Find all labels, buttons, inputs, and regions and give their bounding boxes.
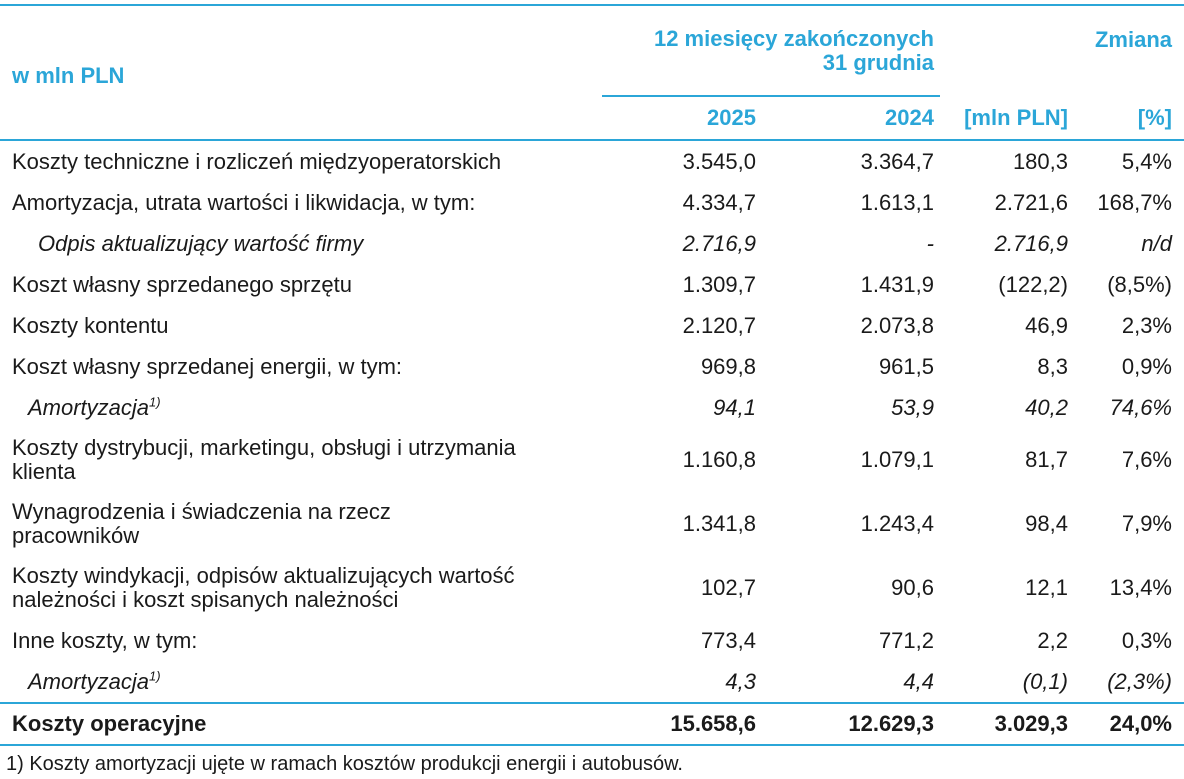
row-label-line1: Koszty dystrybucji, marketingu, obsługi i utrzymania: [12, 435, 516, 460]
header-row-1: [0, 6, 1184, 96]
col-header-2025: 2025: [707, 105, 756, 130]
cell-2024: 2.073,8: [860, 312, 934, 338]
cell-2025: 969,8: [700, 353, 756, 379]
footnote-marker: 1): [149, 394, 161, 410]
row-label-line1: Koszty windykacji, odpisów aktualizujących wartość: [12, 563, 515, 588]
row-label-text: Amortyzacja: [28, 668, 150, 694]
cell-change-mln: 98,4: [1025, 511, 1068, 536]
cell-2025: 94,1: [713, 394, 756, 420]
cell-2025: 2.120,7: [682, 312, 756, 338]
period-header: [602, 6, 940, 96]
row-label: Koszty kontentu: [12, 312, 169, 338]
cell-change-pct: (2,3%): [1107, 668, 1172, 694]
cell-change-mln: 46,9: [1025, 312, 1068, 338]
row-label-line2: klienta: [12, 459, 76, 484]
cell-2024: 1.431,9: [860, 271, 934, 297]
cell-2024: 4,4: [903, 668, 934, 694]
table-row: [0, 305, 1184, 346]
cell-change-mln: 2,2: [1037, 627, 1068, 653]
col-header-pct: [%]: [1137, 104, 1172, 130]
cell-change-pct: 7,6%: [1121, 447, 1172, 472]
footnote: 1) Koszty amortyzacji ujęte w ramach kosztów produkcji energii i autobusów.: [6, 753, 683, 775]
table-row-sub: [0, 387, 1184, 428]
table-row: [0, 556, 1184, 620]
row-label-text: Amortyzacja: [28, 394, 150, 420]
cell-change-pct: 0,3%: [1121, 627, 1172, 653]
cell-change-mln: 40,2: [1025, 394, 1068, 420]
cell-2025: 1.341,8: [682, 511, 756, 536]
period-header-line2: 31 grudnia: [822, 49, 934, 75]
table-row: [0, 492, 1184, 556]
row-label: [0, 492, 602, 556]
cell-2025: 3.545,0: [682, 148, 756, 174]
cell-change-mln: 81,7: [1025, 447, 1068, 472]
table-row: [0, 182, 1184, 223]
cell-change-mln: (122,2): [998, 271, 1068, 297]
cell-2025: 1.160,8: [682, 447, 756, 472]
table-row: [0, 264, 1184, 305]
row-label: Koszty techniczne i rozliczeń międzyoperatorskich: [12, 148, 502, 174]
total-row: [0, 703, 1184, 745]
cell-change-mln: 12,1: [1025, 575, 1068, 600]
cell-change-pct: 5,4%: [1121, 148, 1172, 174]
cell-change-mln: 8,3: [1037, 353, 1068, 379]
row-label: Amortyzacja, utrata wartości i likwidacja, w tym:: [12, 189, 476, 215]
cell-2024: 961,5: [878, 353, 934, 379]
cell-2024: 1.243,4: [860, 511, 934, 536]
cell-change-pct: (8,5%): [1107, 271, 1172, 297]
cell-2025: 773,4: [700, 627, 756, 653]
change-header: Zmiana: [1094, 27, 1172, 52]
cell-change-pct: 74,6%: [1109, 394, 1172, 420]
cell-change-mln: (0,1): [1022, 668, 1068, 694]
row-label-line2: pracowników: [12, 523, 140, 548]
total-change-pct: 24,0%: [1109, 711, 1172, 736]
row-label-line2: należności i koszt spisanych należności: [12, 587, 399, 612]
cell-2025: 2.716,9: [682, 230, 756, 256]
total-label: Koszty operacyjne: [12, 711, 207, 736]
cell-change-pct: 168,7%: [1097, 189, 1172, 215]
cell-change-mln: 2.721,6: [994, 189, 1068, 215]
table-row-sub: [0, 661, 1184, 703]
cell-change-pct: 0,9%: [1121, 353, 1172, 379]
row-label: [0, 661, 602, 703]
cell-2024: -: [926, 230, 934, 256]
cell-2025: 102,7: [700, 575, 756, 600]
row-label: [0, 556, 602, 620]
row-label: Koszt własny sprzedanego sprzętu: [12, 271, 352, 297]
cell-2024: 1.079,1: [860, 447, 934, 472]
footnote-marker: 1): [149, 668, 161, 684]
cell-2025: 4,3: [725, 668, 756, 694]
row-label: Inne koszty, w tym:: [12, 627, 198, 653]
cell-change-pct: n/d: [1141, 230, 1172, 256]
cell-change-pct: 7,9%: [1121, 511, 1172, 536]
table-row: [0, 428, 1184, 492]
table-row: [0, 620, 1184, 661]
cell-change-pct: 2,3%: [1121, 312, 1172, 338]
total-change-mln: 3.029,3: [994, 711, 1068, 736]
cell-change-mln: 2.716,9: [994, 230, 1068, 256]
cell-2024: 3.364,7: [860, 148, 934, 174]
cell-2024: 90,6: [891, 575, 934, 600]
unit-header: w mln PLN: [12, 62, 125, 88]
col-header-2024: 2024: [885, 105, 934, 130]
table-row: [0, 346, 1184, 387]
period-header-line1: 12 miesięcy zakończonych: [653, 25, 934, 51]
table-row-sub: [0, 223, 1184, 264]
row-label: [0, 387, 602, 428]
operating-costs-table: [0, 6, 1184, 746]
table-row: [0, 140, 1184, 182]
cell-2024: 1.613,1: [860, 189, 934, 215]
row-label-line1: Wynagrodzenia i świadczenia na rzecz: [12, 499, 391, 524]
row-label: [0, 428, 602, 492]
total-2025: 15.658,6: [670, 711, 756, 736]
total-2024: 12.629,3: [848, 711, 934, 736]
cell-2024: 53,9: [891, 394, 934, 420]
cell-2025: 1.309,7: [682, 271, 756, 297]
col-header-mln: [mln PLN]: [964, 104, 1068, 130]
cell-change-mln: 180,3: [1012, 148, 1068, 174]
row-label: Odpis aktualizujący wartość firmy: [38, 230, 364, 256]
cell-2024: 771,2: [878, 627, 934, 653]
cell-change-pct: 13,4%: [1109, 575, 1172, 600]
row-label: Koszt własny sprzedanej energii, w tym:: [12, 353, 403, 379]
cell-2025: 4.334,7: [682, 189, 756, 215]
